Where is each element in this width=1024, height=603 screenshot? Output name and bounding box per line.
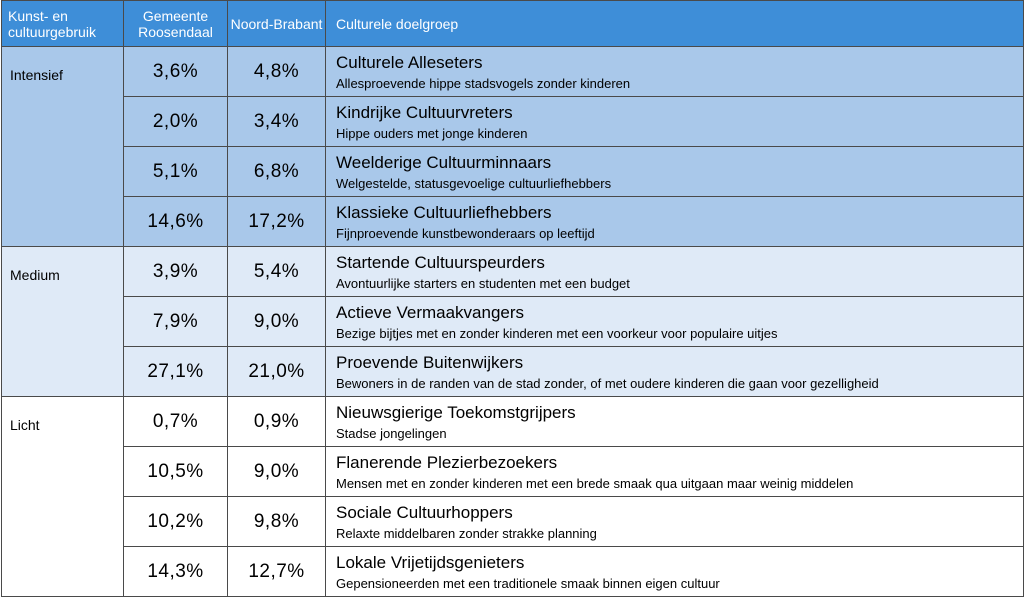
brabant-percentage: 9,8% (228, 497, 326, 547)
header-noord-brabant: Noord-Brabant (228, 1, 326, 47)
table-row (2, 297, 1024, 347)
brabant-percentage: 9,0% (228, 297, 326, 347)
culture-segments-table (1, 0, 1024, 597)
roosendaal-percentage: 27,1% (124, 347, 228, 397)
roosendaal-percentage: 0,7% (124, 397, 228, 447)
target-group-description: Hippe ouders met jonge kinderen (336, 125, 528, 141)
target-group-cell (326, 297, 1024, 347)
target-group-name: Lokale Vrijetijdsgenieters (336, 552, 525, 572)
header-kunst-cultuurgebruik: Kunst- en cultuurgebruik (2, 1, 124, 47)
table-body (2, 47, 1024, 597)
table-row (2, 447, 1024, 497)
target-group-name: Weelderige Cultuurminnaars (336, 152, 552, 172)
brabant-percentage: 21,0% (228, 347, 326, 397)
roosendaal-percentage: 5,1% (124, 147, 228, 197)
table-row (2, 397, 1024, 447)
target-group-name: Startende Cultuurspeurders (336, 252, 545, 272)
target-group-description: Welgestelde, statusgevoelige cultuurliefhebbers (336, 175, 612, 191)
header-row (2, 1, 1024, 47)
target-group-description: Bewoners in de randen van de stad zonder, of met oudere kinderen die gaan voor gezelligheid (336, 375, 879, 391)
target-group-cell (326, 47, 1024, 97)
roosendaal-percentage: 2,0% (124, 97, 228, 147)
brabant-percentage: 5,4% (228, 247, 326, 297)
target-group-cell (326, 97, 1024, 147)
brabant-percentage: 17,2% (228, 197, 326, 247)
header-gemeente-roosendaal: Gemeente Roosendaal (124, 1, 228, 47)
brabant-percentage: 6,8% (228, 147, 326, 197)
target-group-cell (326, 497, 1024, 547)
table-row (2, 47, 1024, 97)
table-row (2, 497, 1024, 547)
target-group-description: Gepensioneerden met een traditionele smaak binnen eigen cultuur (336, 575, 720, 591)
usage-level-label: Intensief (2, 47, 124, 247)
table-row (2, 97, 1024, 147)
target-group-description: Relaxte middelbaren zonder strakke planning (336, 525, 597, 541)
target-group-name: Proevende Buitenwijkers (336, 352, 524, 372)
brabant-percentage: 4,8% (228, 47, 326, 97)
table-row (2, 247, 1024, 297)
table-row (2, 347, 1024, 397)
usage-level-label: Licht (2, 397, 124, 597)
brabant-percentage: 0,9% (228, 397, 326, 447)
target-group-name: Nieuwsgierige Toekomstgrijpers (336, 402, 576, 422)
target-group-description: Fijnproevende kunstbewonderaars op leeftijd (336, 225, 595, 241)
roosendaal-percentage: 7,9% (124, 297, 228, 347)
header-culturele-doelgroep: Culturele doelgroep (326, 1, 1024, 47)
target-group-description: Bezige bijtjes met en zonder kinderen met een voorkeur voor populaire uitjes (336, 325, 778, 341)
brabant-percentage: 9,0% (228, 447, 326, 497)
target-group-cell (326, 397, 1024, 447)
roosendaal-percentage: 10,5% (124, 447, 228, 497)
target-group-cell (326, 547, 1024, 597)
target-group-cell (326, 447, 1024, 497)
target-group-description: Avontuurlijke starters en studenten met een budget (336, 275, 630, 291)
usage-level-label: Medium (2, 247, 124, 397)
target-group-name: Kindrijke Cultuurvreters (336, 102, 513, 122)
roosendaal-percentage: 3,9% (124, 247, 228, 297)
target-group-description: Allesproevende hippe stadsvogels zonder kinderen (336, 75, 631, 91)
target-group-description: Stadse jongelingen (336, 425, 447, 441)
roosendaal-percentage: 14,3% (124, 547, 228, 597)
brabant-percentage: 12,7% (228, 547, 326, 597)
target-group-cell (326, 347, 1024, 397)
target-group-cell (326, 247, 1024, 297)
target-group-name: Flanerende Plezierbezoekers (336, 452, 558, 472)
target-group-cell (326, 197, 1024, 247)
roosendaal-percentage: 3,6% (124, 47, 228, 97)
table-row (2, 147, 1024, 197)
table-row (2, 197, 1024, 247)
target-group-name: Actieve Vermaakvangers (336, 302, 525, 322)
target-group-description: Mensen met en zonder kinderen met een brede smaak qua uitgaan maar weinig middelen (336, 475, 854, 491)
target-group-name: Sociale Cultuurhoppers (336, 502, 513, 522)
roosendaal-percentage: 14,6% (124, 197, 228, 247)
table-row (2, 547, 1024, 597)
roosendaal-percentage: 10,2% (124, 497, 228, 547)
target-group-name: Culturele Alleseters (336, 52, 483, 72)
brabant-percentage: 3,4% (228, 97, 326, 147)
target-group-name: Klassieke Cultuurliefhebbers (336, 202, 552, 222)
target-group-cell (326, 147, 1024, 197)
